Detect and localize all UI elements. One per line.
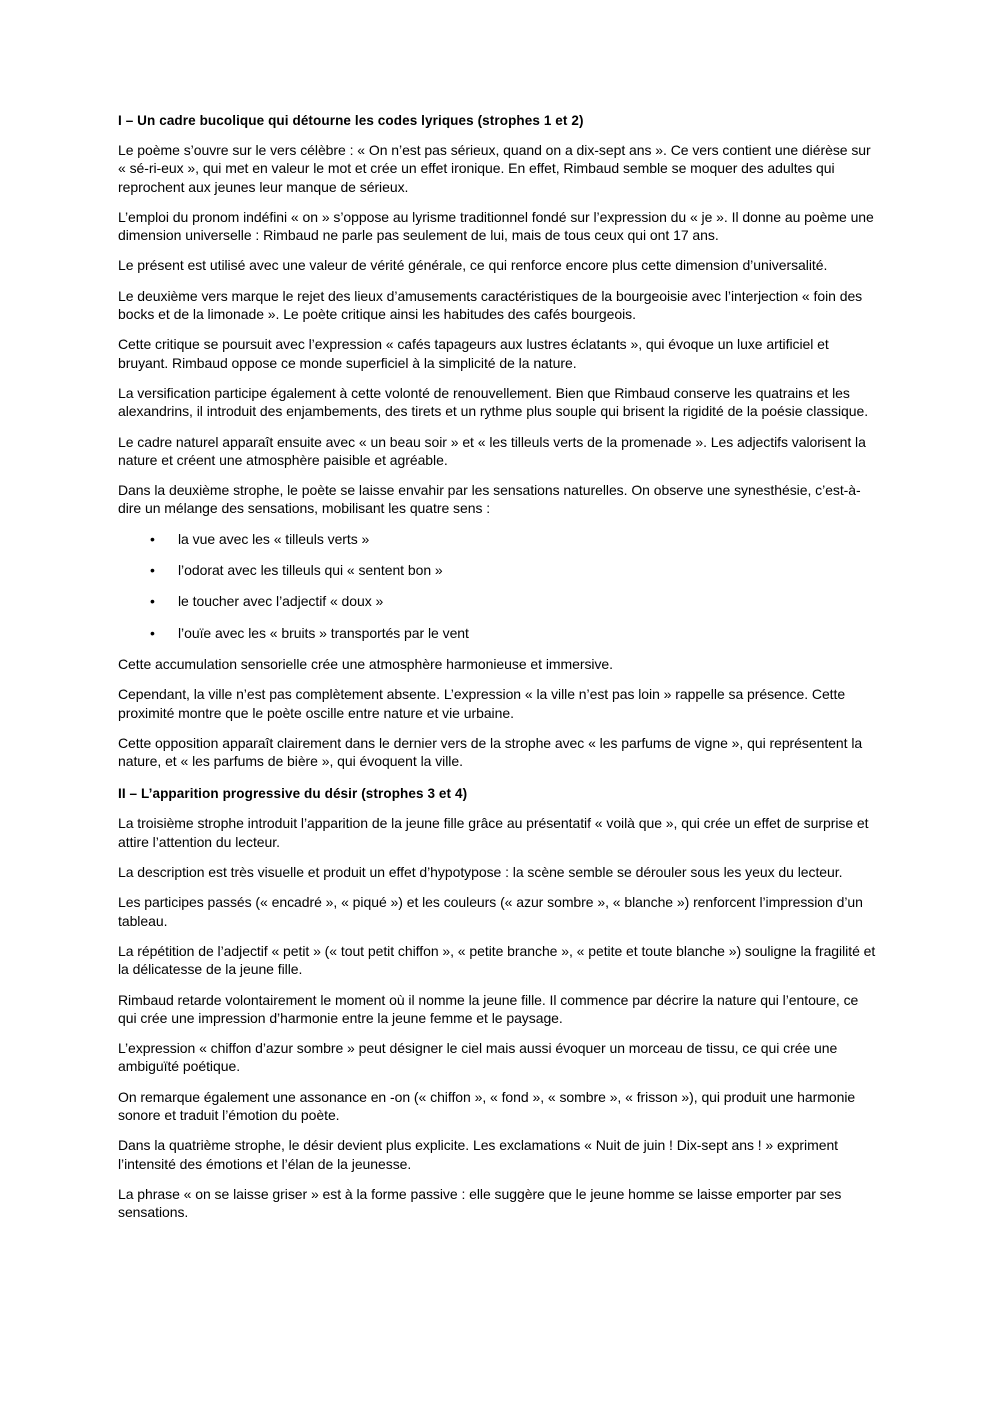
section-heading-1: I – Un cadre bucolique qui détourne les codes lyriques (strophes 1 et 2)	[118, 113, 584, 128]
list-item-label: la vue avec les « tilleuls verts »	[178, 530, 370, 547]
paragraph: Cependant, la ville n’est pas complètement absente. L’expression « la ville n’est pas loin » rappelle sa présence. Cette proximité montre que le poète oscille entre nature et vie urbaine.	[118, 686, 846, 721]
paragraph: La description est très visuelle et produit un effet d’hypotypose : la scène semble se dérouler sous les yeux du lecteur.	[118, 864, 843, 881]
bullet-icon: •	[150, 593, 155, 610]
paragraph: La phrase « on se laisse griser » est à la forme passive : elle suggère que le jeune homme se laisse emporter par ses sensations.	[118, 1185, 842, 1221]
list-item	[118, 530, 876, 548]
list-item-label: l’ouïe avec les « bruits » transportés par le vent	[178, 624, 469, 641]
list-item	[118, 624, 876, 642]
paragraph: Cette critique se poursuit avec l’expression « cafés tapageurs aux lustres éclatants », qui évoque un luxe artificiel et bruyant. Rimbaud oppose ce monde superficiel à la simplicité de la nature.	[118, 336, 829, 371]
paragraph: Cette accumulation sensorielle crée une atmosphère harmonieuse et immersive.	[118, 655, 613, 672]
paragraph: On remarque également une assonance en -on (« chiffon », « fond », « sombre », « frisson »), qui produit une harmonie sonore et traduit l’émotion du poète.	[118, 1088, 856, 1123]
paragraph: Dans la quatrième strophe, le désir devient plus explicite. Les exclamations « Nuit de juin ! Dix-sept ans ! » expriment l’intensité des émotions et l’élan de la jeunesse.	[118, 1137, 839, 1172]
list-item	[118, 592, 876, 610]
paragraph: Cette opposition apparaît clairement dans le dernier vers de la strophe avec « les parfums de vigne », qui représentent la nature, et « les parfums de bière », qui évoquent la ville.	[118, 734, 863, 770]
bullet-icon: •	[150, 562, 155, 579]
section-heading-2: II – L’apparition progressive du désir (strophes 3 et 4)	[118, 786, 468, 802]
paragraph: L’expression « chiffon d’azur sombre » peut désigner le ciel mais aussi évoquer un morceau de tissu, ce qui crée une ambiguïté poétique.	[118, 1040, 838, 1075]
paragraph: Le deuxième vers marque le rejet des lieux d’amusements caractéristiques de la bourgeoisie avec l’interjection « foin des bocks et de la limonade ». Le poète critique ainsi les habitudes des cafés bourgeois.	[118, 287, 863, 323]
bullet-icon: •	[150, 530, 155, 547]
paragraph: La répétition de l’adjectif « petit » (« tout petit chiffon », « petite branche », « petite et toute blanche ») souligne la fragilité et la délicatesse de la jeune fille.	[118, 942, 876, 978]
paragraph: La versification participe également à cette volonté de renouvellement. Bien que Rimbaud conserve les quatrains et les alexandrins, il introduit des enjambements, des tirets et un rythme plus souple qui brisent la rigidité de la poésie classique.	[118, 384, 869, 420]
list-item-label: l’odorat avec les tilleuls qui « sentent bon »	[178, 562, 443, 579]
document-body	[118, 112, 876, 1221]
paragraph: Rimbaud retarde volontairement le moment où il nomme la jeune fille. Il commence par décrire la nature qui l’entoure, ce qui crée une impression d’harmonie entre la jeune femme et le paysage.	[118, 991, 859, 1026]
paragraph: L’emploi du pronom indéfini « on » s’oppose au lyrisme traditionnel fondé sur l’expression du « je ». Il donne au poème une dimension universelle : Rimbaud ne parle pas seulement de lui, mais de tous ceux qui ont 17 ans.	[118, 208, 874, 244]
paragraph: Dans la deuxième strophe, le poète se laisse envahir par les sensations naturelles. On observe une synesthésie, c’est-à-dire un mélange des sensations, mobilisant les quatre sens :	[118, 482, 861, 517]
paragraph: La troisième strophe introduit l’apparition de la jeune fille grâce au présentatif « voilà que », qui crée un effet de surprise et attire l’attention du lecteur.	[118, 815, 869, 850]
paragraph: Le présent est utilisé avec une valeur de vérité générale, ce qui renforce encore plus cette dimension d’universalité.	[118, 257, 828, 274]
list-item	[118, 561, 876, 579]
paragraph: Le cadre naturel apparaît ensuite avec « un beau soir » et « les tilleuls verts de la promenade ». Les adjectifs valorisent la nature et créent une atmosphère paisible et agréable.	[118, 433, 866, 468]
senses-list	[118, 530, 876, 642]
bullet-icon: •	[150, 624, 155, 641]
paragraph: Les participes passés (« encadré », « piqué ») et les couleurs (« azur sombre », « blanche ») renforcent l’impression d’un tableau.	[118, 894, 863, 929]
paragraph: Le poème s’ouvre sur le vers célèbre : « On n’est pas sérieux, quand on a dix-sept ans ». Ce vers contient une diérèse sur « sé-ri-eux », qui met en valeur le mot et crée un effet ironique. En effet, Rimbaud semble se moquer des adultes qui reprochent aux jeunes leur manque de sérieux.	[118, 142, 871, 195]
list-item-label: le toucher avec l’adjectif « doux »	[178, 593, 384, 610]
